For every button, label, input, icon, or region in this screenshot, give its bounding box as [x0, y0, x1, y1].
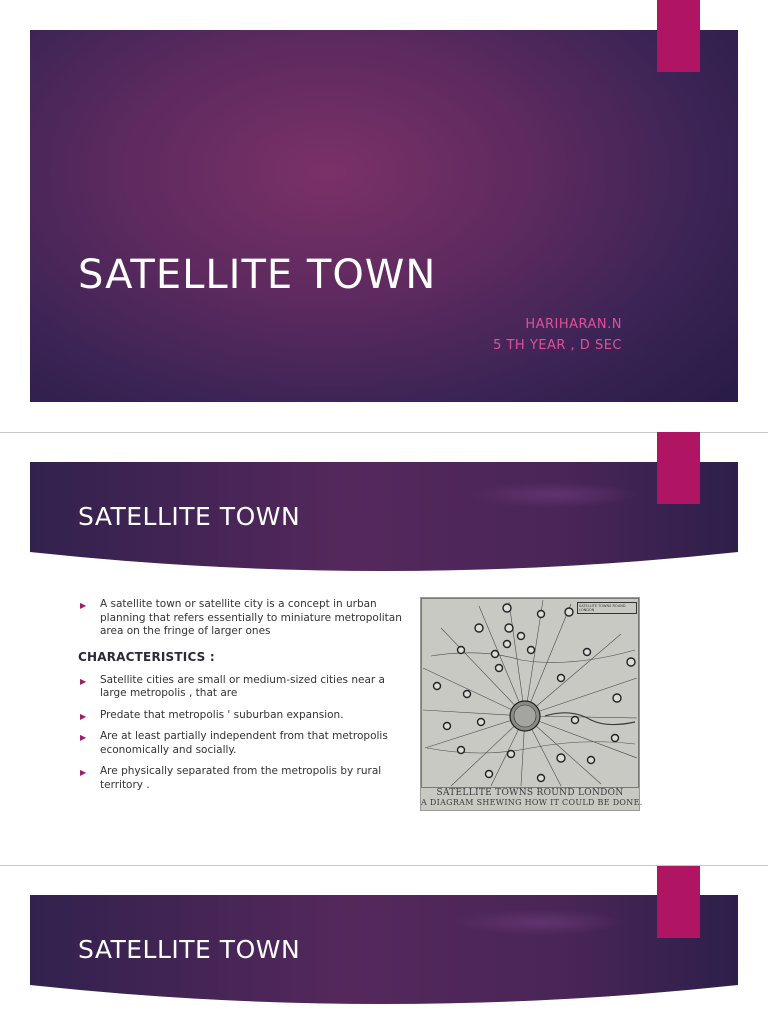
slide-2-body: [78, 598, 408, 800]
bullet-arrow-icon: ▶: [80, 676, 87, 686]
bullet-arrow-icon: ▶: [80, 733, 87, 742]
list-item-text: Predate that metropolis ' suburban expansion.: [100, 708, 344, 721]
satellite-towns-diagram: [420, 597, 643, 811]
slide-2-header: [30, 462, 738, 576]
author-name: HARIHARAN.N: [525, 317, 622, 332]
diagram-drawing: [421, 598, 639, 788]
bullet-arrow-icon: ▶: [80, 601, 87, 610]
slide-divider-1: [0, 432, 768, 433]
bullet-arrow-icon: ▶: [80, 768, 87, 777]
list-item-text: Are at least partially independent from that metropolis economically and socially.: [100, 730, 388, 756]
list-item: [78, 765, 408, 792]
slide-divider-2: [0, 865, 768, 866]
intro-bullet: [78, 598, 408, 639]
slide-3-accent-tab: [657, 866, 700, 938]
slide-3-header: [30, 895, 738, 1009]
diagram-caption-line-1: SATELLITE TOWNS ROUND LONDON: [436, 788, 624, 798]
slide-1-subtitle: [493, 314, 622, 356]
list-item-text: Satellite cities are small or medium-sized cities near a large metropolis , that are: [100, 673, 385, 699]
slide-1-accent-tab: [657, 0, 700, 72]
bullet-arrow-icon: ▶: [80, 711, 87, 721]
slide-3-title: SATELLITE TOWN: [78, 935, 301, 964]
slide-1-title: SATELLITE TOWN: [78, 252, 437, 298]
list-item: [78, 674, 408, 701]
class-info: 5 TH YEAR , D SEC: [493, 338, 622, 353]
diagram-caption-line-2: A DIAGRAM SHEWING HOW IT COULD BE DONE.: [421, 798, 643, 807]
slide-2-title: SATELLITE TOWN: [78, 502, 301, 531]
diagram-legend: SATELLITE TOWNS ROUND LONDON: [577, 602, 637, 614]
characteristics-heading: CHARACTERISTICS :: [78, 649, 215, 664]
slide-2-accent-tab: [657, 432, 700, 504]
slide-1: [30, 30, 738, 402]
list-item: [78, 709, 408, 723]
diagram-caption: [421, 788, 643, 810]
list-item: [78, 730, 408, 757]
list-item-text: Are physically separated from the metropolis by rural territory .: [100, 765, 382, 791]
intro-text: A satellite town or satellite city is a concept in urban planning that refers essentially to miniature metropolitan area on the fringe of larger ones: [100, 598, 402, 637]
